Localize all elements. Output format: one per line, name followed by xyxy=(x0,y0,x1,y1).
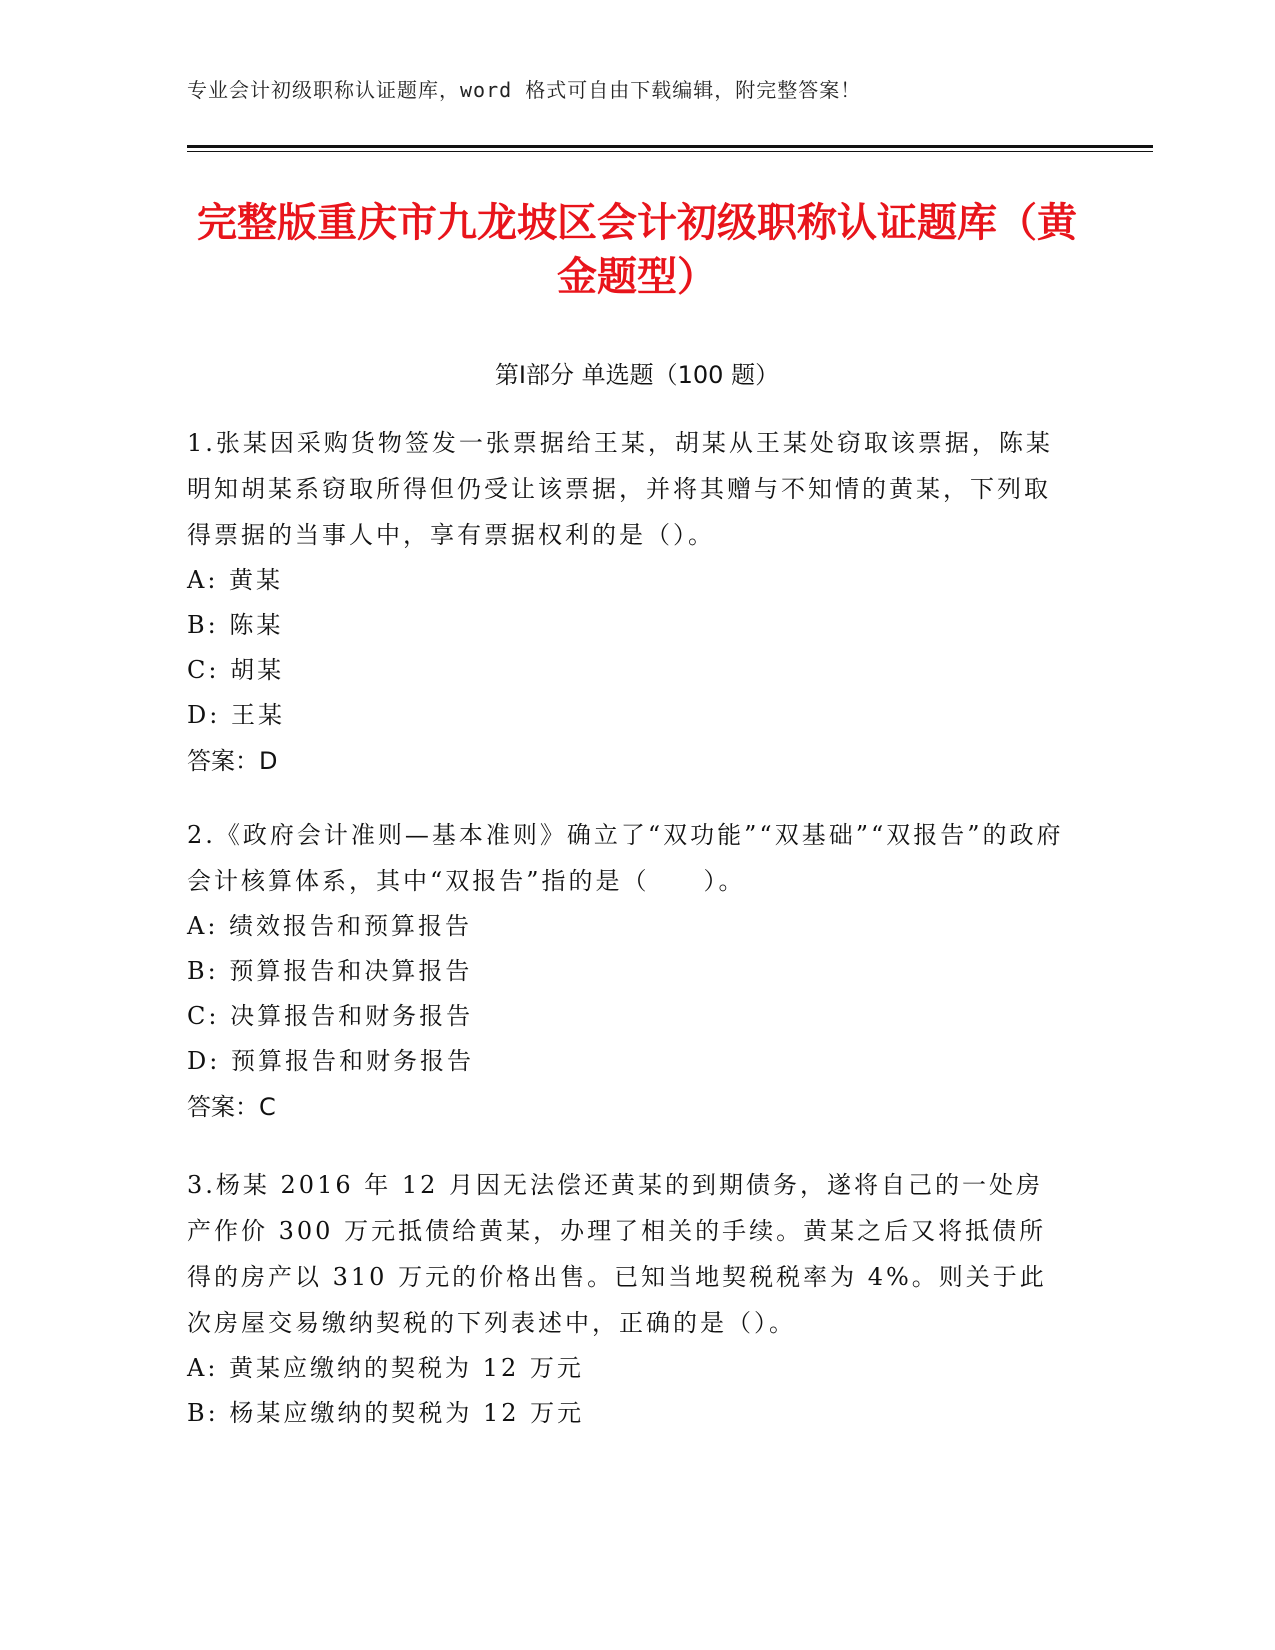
header-rule-thick xyxy=(187,145,1153,148)
option-a: A: 绩效报告和预算报告 xyxy=(187,912,473,940)
question-1 xyxy=(187,420,1067,784)
header-rule-thin xyxy=(187,151,1153,152)
question-3 xyxy=(187,1162,1067,1436)
option-d: D: 预算报告和财务报告 xyxy=(187,1047,474,1075)
question-stem: 1.张某因采购货物签发一张票据给王某，胡某从王某处窃取该票据，陈某明知胡某系窃取所得但仍受让该票据，并将其赠与不知情的黄某，下列取得票据的当事人中，享有票据权利的是（）。 xyxy=(187,429,1053,549)
question-2 xyxy=(187,812,1067,1130)
document-title: 完整版重庆市九龙坡区会计初级职称认证题库（黄金题型） xyxy=(197,200,1077,300)
section-title: 第Ⅰ部分 单选题（100 题） xyxy=(494,361,780,389)
option-c: C: 决算报告和财务报告 xyxy=(187,1002,474,1030)
option-a: A: 黄某应缴纳的契税为 12 万元 xyxy=(187,1354,584,1382)
option-b: B: 预算报告和决算报告 xyxy=(187,957,473,985)
option-b: B: 陈某 xyxy=(187,611,284,639)
option-a: A: 黄某 xyxy=(187,566,284,594)
answer-label: 答案：D xyxy=(187,747,278,775)
answer-label: 答案：C xyxy=(187,1093,276,1121)
question-stem: 2.《政府会计准则—基本准则》确立了“双功能”“双基础”“双报告”的政府会计核算体系，其中“双报告”指的是（ ）。 xyxy=(187,821,1064,895)
option-b: B: 杨某应缴纳的契税为 12 万元 xyxy=(187,1399,585,1427)
option-d: D: 王某 xyxy=(187,701,285,729)
option-c: C: 胡某 xyxy=(187,656,285,684)
header-note: 专业会计初级职称认证题库，word 格式可自由下载编辑，附完整答案！ xyxy=(187,78,862,102)
question-stem: 3.杨某 2016 年 12 月因无法偿还黄某的到期债务，遂将自己的一处房产作价 300 万元抵债给黄某，办理了相关的手续。黄某之后又将抵债所得的房产以 310 万元的价格出售。已知当地契税税率为 4%。则关于此次房屋交易缴纳契税的下列表述中，正确的是（）。 xyxy=(187,1171,1047,1337)
